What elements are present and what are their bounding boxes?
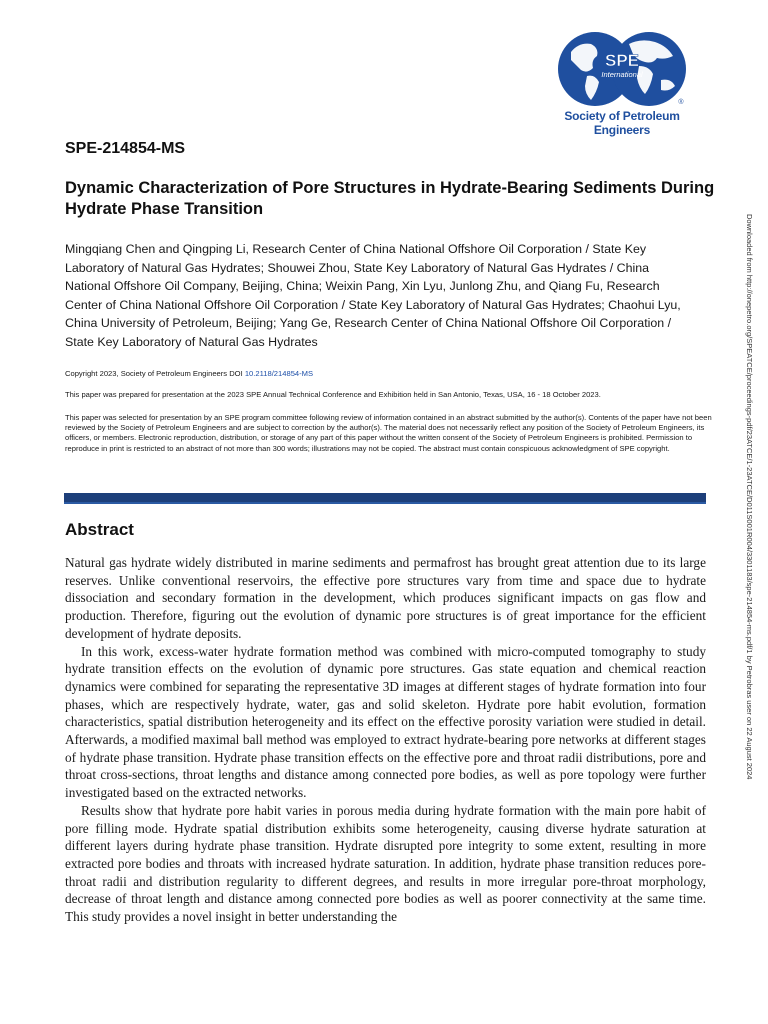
abstract-paragraph-3: Results show that hydrate pore habit varies in porous media during hydrate formation with the main pore habit of pore filling mode. Hydrate spatial distribution exhibits some heterogeneity, causing diverse hydrate saturation at different layers during hydrate phase transition. Hydrate disrupted pore integrity to some extent, resulting in more extracted pore bodies and throats with increased hydrate saturation. In addition, hydrate phase transition reduces pore-throat radii and distribution regularity to different degrees, and results in more irregular pore-throat morphology, decrease of throat length and distance among connected pore bodies as well as poorer connectivity at the same time. This study provides a novel insight in better understanding the xyxy=(65,802,706,925)
download-watermark: Downloaded from http://onepetro.org/SPEATCE/proceedings-pdf/23ATCE/1-23ATCE/D011S001R004/3301183/spe-214854-ms.pdf/1 by Petrobras user on 22 August 2024 xyxy=(745,214,754,780)
abstract-heading: Abstract xyxy=(65,520,134,539)
paper-id: SPE-214854-MS xyxy=(65,140,186,157)
logo-international-text: International xyxy=(601,70,643,79)
logo-caption: Society of Petroleum Engineers xyxy=(564,109,680,137)
globe-icon xyxy=(557,30,687,108)
spe-logo[interactable] xyxy=(536,30,708,137)
abstract-paragraph-1: Natural gas hydrate widely distributed in marine sediments and permafrost has brought great attention due to its large reserves. Unlike conventional reservoirs, the effective pore structures vary from time and space due to hydrate dissociation and secondary formation in the development, which produces significant impacts on gas flow and production. Therefore, figuring out the evolution of dynamic pore structures is of great importance for the efficient development of hydrate deposits. xyxy=(65,555,706,641)
selection-note: This paper was selected for presentation by an SPE program committee following review of information contained in an abstract submitted by the author(s). Contents of the paper have not been reviewed by the Society of Petroleum Engineers and are subject to correction by the author(s). The material does not necessarily reflect any position of the Society of Petroleum Engineers, its officers, or members. Electronic reproduction, distribution, or storage of any part of this paper without the written consent of the Society of Petroleum Engineers is prohibited. Permission to reproduce in print is restricted to an abstract of not more than 300 words; illustrations may not be copied. The abstract must contain conspicuous acknowledgment of SPE copyright. xyxy=(65,413,712,453)
section-divider xyxy=(64,493,706,504)
paper-title: Dynamic Characterization of Pore Structures in Hydrate-Bearing Sediments During Hydrate Phase Transition xyxy=(65,179,715,218)
abstract-body xyxy=(65,554,706,926)
copyright-text: Copyright 2023, Society of Petroleum Engineers DOI xyxy=(65,369,245,378)
registered-mark: ® xyxy=(678,99,684,106)
copyright-line xyxy=(65,369,715,379)
author-list: Mingqiang Chen and Qingping Li, Research Center of China National Offshore Oil Corporation / State Key Laboratory of Natural Gas Hydrates; Shouwei Zhou, State Key Laboratory of Natural Gas Hydrates / China National Offshore Oil Company, Beijing, China; Weixin Pang, Xin Lyu, Junlong Zhu, and Qiang Fu, Research Center of China National Offshore Oil Corporation / State Key Laboratory of Natural Gas Hydrates; Chaohui Lyu, China University of Petroleum, Beijing; Yang Ge, Research Center of China National Offshore Oil Corporation / State Key Laboratory of Natural Gas Hydrates xyxy=(65,242,681,349)
doi-link[interactable]: 10.2118/214854-MS xyxy=(244,369,314,378)
abstract-paragraph-2: In this work, excess-water hydrate formation method was combined with micro-computed tomography to study hydrate transition effects on the evolution of dynamic pore structures. Gas state equation and chemical reaction dynamics were combined for separating the representative 3D images at different stages of hydrate formation into four phases, which are respectively hydrate, water, gas and solid skeleton. Hydrate pore habit evolution, formation characteristics, spatial distribution heterogeneity and its effect on the effective porosity variation were studied in detail. Afterwards, a modified maximal ball method was employed to extract hydrate-bearing pore networks at different stages of hydrate phase transition. Hydrate phase transition effects on the effective pore and throat radii distributions, pore and throat cross-sections, throat lengths and distance among connected pore bodies, as well as pore topology were further investigated based on the extracted networks. xyxy=(65,643,706,801)
logo-spe-text: SPE xyxy=(604,51,640,70)
presentation-note: This paper was prepared for presentation at the 2023 SPE Annual Technical Conference and Exhibition held in San Antonio, Texas, USA, 16 - 18 October 2023. xyxy=(65,390,601,399)
